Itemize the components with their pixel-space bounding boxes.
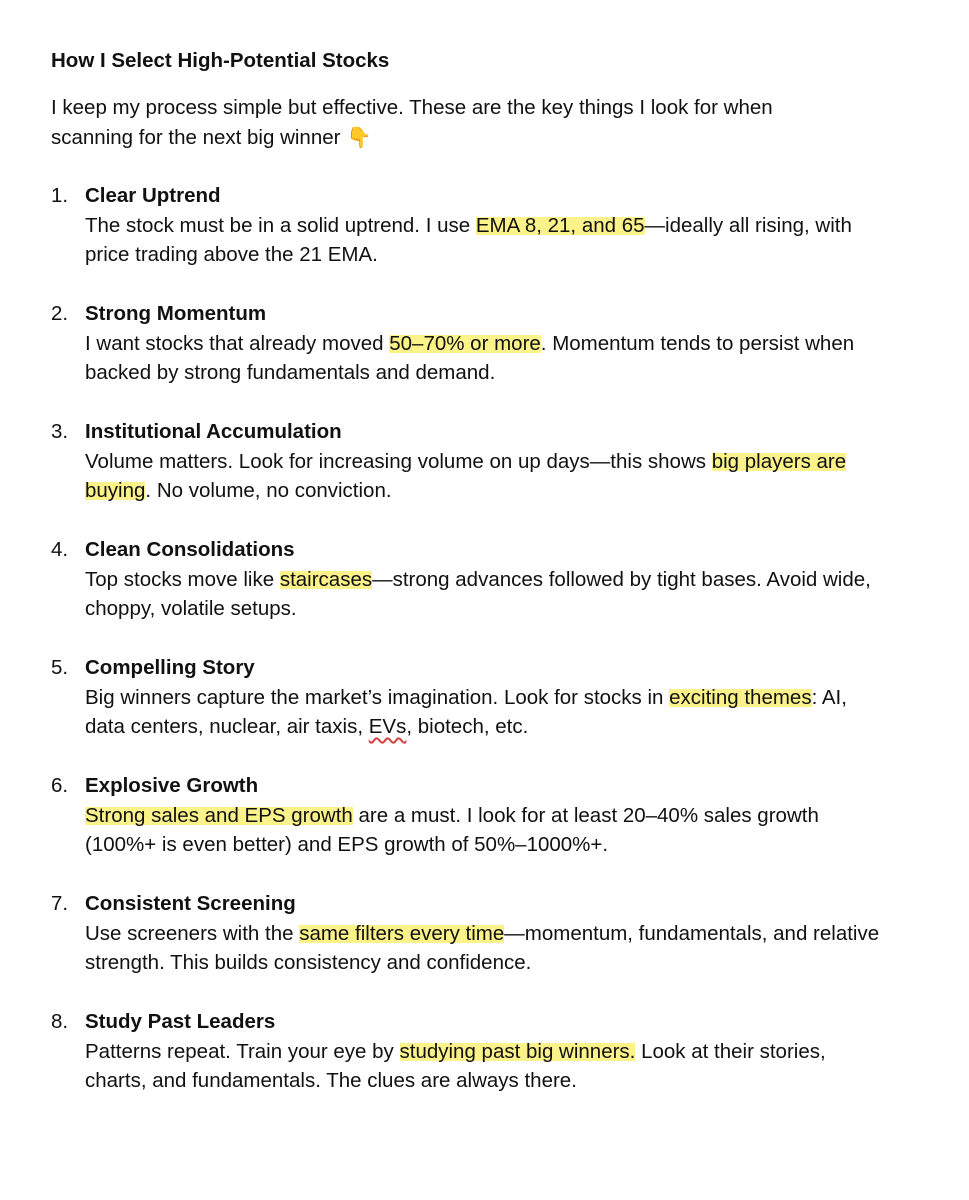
highlighted-text: staircases bbox=[279, 567, 373, 591]
body-text: Volume matters. Look for increasing volume on up days—this shows bbox=[85, 449, 712, 473]
list-item bbox=[51, 417, 931, 506]
body-text: . Momentum tends to persist when backed by strong fundamentals and demand. bbox=[85, 331, 855, 384]
item-body bbox=[85, 329, 885, 388]
item-body bbox=[85, 447, 885, 506]
body-text: Top stocks move like bbox=[85, 567, 280, 591]
body-text: Look at their stories, charts, and fundamentals. The clues are always there. bbox=[85, 1039, 826, 1092]
intro-paragraph bbox=[51, 93, 821, 153]
item-number: 8. bbox=[51, 1010, 69, 1033]
body-text: The stock must be in a solid uptrend. I use bbox=[85, 213, 476, 237]
list-item bbox=[51, 889, 931, 978]
item-body bbox=[85, 211, 885, 270]
item-number: 3. bbox=[51, 420, 69, 443]
item-heading: Institutional Accumulation bbox=[85, 420, 342, 443]
highlighted-text: exciting themes bbox=[669, 685, 812, 709]
item-body bbox=[85, 565, 885, 624]
highlighted-text: big players are buying bbox=[85, 449, 847, 502]
criteria-list bbox=[51, 181, 931, 1096]
item-number: 6. bbox=[51, 774, 69, 797]
item-number: 1. bbox=[51, 184, 69, 207]
item-number: 7. bbox=[51, 892, 69, 915]
body-text: Patterns repeat. Train your eye by bbox=[85, 1039, 400, 1063]
body-text: —strong advances followed by tight bases. Avoid wide, choppy, volatile setups. bbox=[85, 567, 871, 620]
item-heading: Clean Consolidations bbox=[85, 538, 295, 561]
list-item bbox=[51, 535, 931, 624]
intro-text: I keep my process simple but effective. These are the key things I look for when scanning for the next big winner bbox=[51, 96, 773, 149]
item-heading: Study Past Leaders bbox=[85, 1010, 276, 1033]
document bbox=[51, 46, 931, 1125]
spellcheck-flagged-word[interactable]: EVs bbox=[368, 715, 407, 738]
item-number: 5. bbox=[51, 656, 69, 679]
list-item bbox=[51, 653, 931, 742]
body-text: I want stocks that already moved bbox=[85, 331, 390, 355]
item-heading: Explosive Growth bbox=[85, 774, 259, 797]
highlighted-text: studying past big winners. bbox=[399, 1039, 636, 1063]
pointing-down-icon: 👇 bbox=[346, 126, 372, 149]
list-item bbox=[51, 1007, 931, 1096]
item-heading: Consistent Screening bbox=[85, 892, 296, 915]
body-text: , biotech, etc. bbox=[406, 715, 529, 738]
body-text: . No volume, no conviction. bbox=[145, 479, 392, 502]
body-text: are a must. I look for at least 20–40% sales growth (100%+ is even better) and EPS growth of 50%–1000%+. bbox=[85, 803, 819, 856]
highlighted-text: Strong sales and EPS growth bbox=[85, 803, 353, 827]
body-text: —ideally all rising, with price trading above the 21 EMA. bbox=[85, 213, 852, 266]
item-body bbox=[85, 919, 885, 978]
item-heading: Compelling Story bbox=[85, 656, 255, 679]
list-item bbox=[51, 181, 931, 270]
item-body bbox=[85, 683, 885, 742]
body-text: —momentum, fundamentals, and relative strength. This builds consistency and confidence. bbox=[85, 921, 880, 974]
item-body bbox=[85, 801, 885, 860]
highlighted-text: EMA 8, 21, and 65 bbox=[475, 213, 645, 237]
body-text: : AI, data centers, nuclear, air taxis, bbox=[85, 685, 847, 738]
body-text: Use screeners with the bbox=[85, 921, 300, 945]
item-number: 4. bbox=[51, 538, 69, 561]
item-heading: Clear Uptrend bbox=[85, 184, 221, 207]
highlighted-text: same filters every time bbox=[299, 921, 505, 945]
body-text: Big winners capture the market’s imagination. Look for stocks in bbox=[85, 685, 670, 709]
item-heading: Strong Momentum bbox=[85, 302, 267, 325]
item-number: 2. bbox=[51, 302, 69, 325]
document-title: How I Select High-Potential Stocks bbox=[51, 49, 390, 72]
list-item bbox=[51, 299, 931, 388]
highlighted-text: 50–70% or more bbox=[389, 331, 541, 355]
list-item bbox=[51, 771, 931, 860]
item-body bbox=[85, 1037, 885, 1096]
